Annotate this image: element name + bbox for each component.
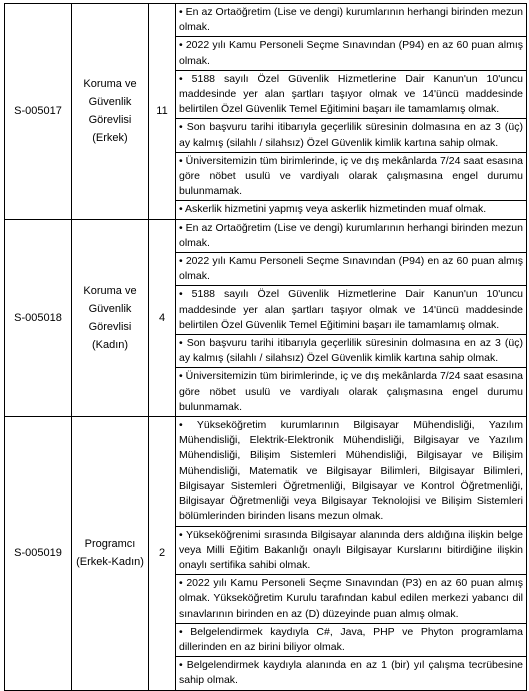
requirement-item: • 2022 yılı Kamu Personeli Seçme Sınavından (P94) en az 60 puan almış olmak. (176, 253, 526, 286)
position-title-line: (Erkek) (92, 132, 128, 145)
positions-table (4, 3, 527, 691)
requirement-item: • Son başvuru tarihi itibarıyla geçerlilik süresinin dolmasına en az 3 (üç) ay kalmış (silahlı / silahsız) Özel Güvenlik kimlik kartına sahip olmak. (176, 335, 526, 368)
position-count: 11 (149, 4, 176, 220)
position-code: S-005019 (5, 417, 72, 690)
position-code: S-005018 (5, 219, 72, 416)
position-title-line: Koruma ve (83, 78, 137, 91)
position-title-line: Güvenlik (88, 96, 132, 109)
requirement-item: • 2022 yılı Kamu Personeli Seçme Sınavından (P3) en az 60 puan almış olmak. Yükseköğretim Kurulu tarafından kabul edilen merkezi yabancı dil sınavlarının birinden en az (D) düzeyinde puan almış olmak. (176, 575, 526, 624)
table-row (5, 4, 527, 220)
requirements-cell (176, 417, 527, 690)
table-row (5, 219, 527, 416)
position-title (72, 219, 149, 416)
requirement-item: • Üniversitemizin tüm birimlerinde, iç ve dış mekânlarda 7/24 saat esasına göre nöbet usulü ve vardiyalı olarak çalışmasına engel durumu bulunmamak. (176, 153, 526, 202)
requirement-item: • Belgelendirmek kaydıyla C#, Java, PHP ve Phyton programlama dillerinden en az birini biliyor olmak. (176, 624, 526, 657)
requirement-item: • Yükseköğrenimi sırasında Bilgisayar alanında ders aldığına ilişkin belge veya Milli Eğitim Bakanlığı onaylı Bilgisayar Kurslarını bitirdiğine ilişkin onaylı sertifika sahibi olmak. (176, 527, 526, 576)
requirement-item: • Üniversitemizin tüm birimlerinde, iç ve dış mekânlarda 7/24 saat esasına göre nöbet usulü ve vardiyalı olarak çalışmasına engel durumu bulunmamak. (179, 370, 523, 413)
requirement-item: • En az Ortaöğretim (Lise ve dengi) kurumlarının herhangi birinden mezun olmak. (176, 220, 526, 253)
requirement-item: • Belgelendirmek kaydıyla alanında en az 1 (bir) yıl çalışma tecrübesine sahip olmak. (179, 659, 523, 687)
requirement-item: • Yükseköğretim kurumlarının Bilgisayar Mühendisliği, Yazılım Mühendisliği, Elektrik-Elektronik Mühendisliği, Bilgisayar ve Yazılım Mühendisliği, Bilişim Sistemleri Mühendisliği, Bilgisayar ve Bilişim Mühendisliği, Matematik ve Bilgisayar Bilimleri, Bilgisayar Bilimleri, Bilgisayar Sistemleri Öğretmenliği, Bilgisayar ve Kontrol Öğretmenliği, Bilgisayar Öğretmenliği veya Bilgisayar Teknolojisi ve Bilişim Sistemleri bölümlerinden birinden lisans mezun olmak. (176, 417, 526, 526)
requirements-cell (176, 4, 527, 220)
position-count: 2 (149, 417, 176, 690)
requirement-item: • 5188 sayılı Özel Güvenlik Hizmetlerine Dair Kanun'un 10'uncu maddesinde yer alan şartları taşıyor olmak ve 14'üncü maddesinde belirtilen Özel Güvenlik Temel Eğitimini başarı ile tamamlamış olmak. (176, 71, 526, 120)
requirement-item: • 5188 sayılı Özel Güvenlik Hizmetlerine Dair Kanun'un 10'uncu maddesinde yer alan şartları taşıyor olmak ve 14'üncü maddesinde belirtilen Özel Güvenlik Temel Eğitimini başarı ile tamamlamış olmak. (176, 286, 526, 335)
position-title-line: Görevlisi (88, 320, 132, 333)
position-title-line: (Kadın) (91, 338, 129, 351)
requirement-item: • Askerlik hizmetini yapmış veya askerlik hizmetinden muaf olmak. (179, 203, 487, 216)
table-row (5, 417, 527, 690)
position-title-line: Koruma ve (83, 284, 137, 297)
requirement-item: • Son başvuru tarihi itibarıyla geçerlilik süresinin dolmasına en az 3 (üç) ay kalmış (silahlı / silahsız) Özel Güvenlik kimlik kartına sahip olmak. (176, 119, 526, 152)
requirements-cell (176, 219, 527, 416)
position-count: 4 (149, 219, 176, 416)
position-title (72, 4, 149, 220)
position-code: S-005017 (5, 4, 72, 220)
requirement-item: • En az Ortaöğretim (Lise ve dengi) kurumlarının herhangi birinden mezun olmak. (176, 4, 526, 37)
position-title-line: Görevlisi (88, 114, 132, 127)
position-title (72, 417, 149, 690)
position-title-line: (Erkek-Kadın) (76, 556, 144, 569)
position-title-line: Programcı (84, 538, 136, 551)
position-title-line: Güvenlik (88, 302, 132, 315)
requirement-item: • 2022 yılı Kamu Personeli Seçme Sınavından (P94) en az 60 puan almış olmak. (176, 37, 526, 70)
